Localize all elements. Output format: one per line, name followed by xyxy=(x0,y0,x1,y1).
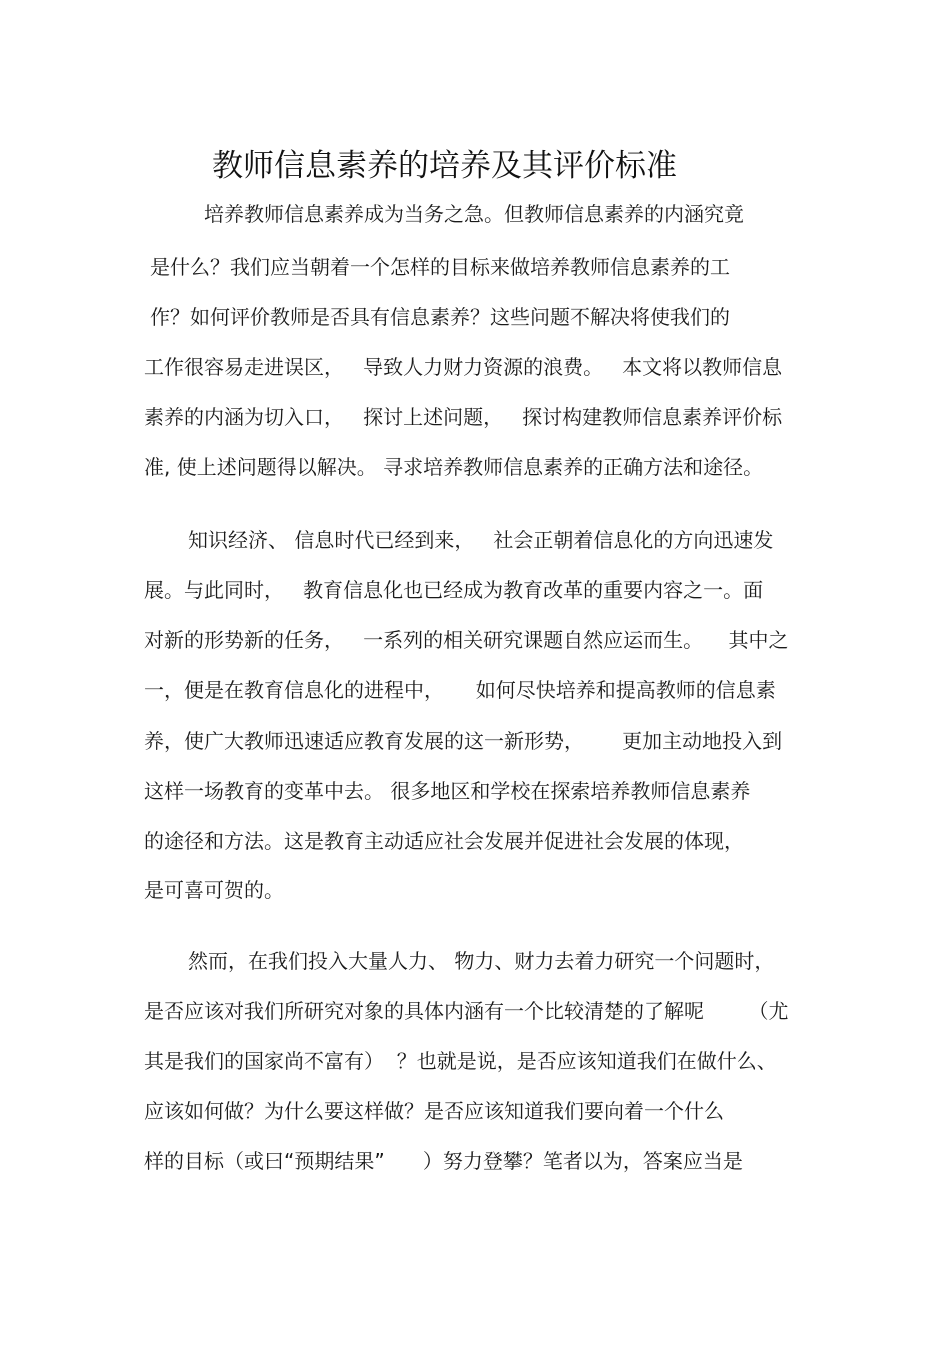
paragraph-1-line-1: 培养教师信息素养成为当务之急。但教师信息素养的内涵究竟 xyxy=(204,202,744,226)
paragraph-1-line-5: 素养的内涵为切入口， 探讨上述问题， 探讨构建教师信息素养评价标 xyxy=(144,405,783,429)
paragraph-2-line-3: 对新的形势新的任务， 一系列的相关研究课题自然应运而生。 其中之 xyxy=(144,628,789,652)
paragraph-2-line-6: 这样一场教育的变革中去。 很多地区和学校在探索培养教师信息素养 xyxy=(144,779,751,803)
document-title: 教师信息素养的培养及其评价标准 xyxy=(212,148,677,184)
paragraph-3-line-3: 其是我们的国家尚不富有） ？也就是说，是否应该知道我们在做什么、 xyxy=(144,1049,777,1073)
paragraph-1-line-3: 作？如何评价教师是否具有信息素养？这些问题不解决将使我们的 xyxy=(150,305,730,329)
paragraph-2-line-8: 是可喜可贺的。 xyxy=(144,878,284,902)
paragraph-3-line-1: 然而，在我们投入大量人力、 物力、财力去着力研究一个问题时， xyxy=(188,949,775,973)
paragraph-2-line-4: 一，便是在教育信息化的进程中， 如何尽快培养和提高教师的信息素 xyxy=(144,678,776,702)
paragraph-2-line-2: 展。与此同时， 教育信息化也已经成为教育改革的重要内容之一。面 xyxy=(144,578,764,602)
paragraph-1-line-2: 是什么？我们应当朝着一个怎样的目标来做培养教师信息素养的工 xyxy=(150,255,730,279)
paragraph-2-line-5: 养，使广大教师迅速适应教育发展的这一新形势， 更加主动地投入到 xyxy=(144,729,783,753)
paragraph-1-line-6: 准, 使上述问题得以解决。 寻求培养教师信息素养的正确方法和途径。 xyxy=(144,455,764,479)
paragraph-3-line-5: 样的目标（或曰“预期结果” ）努力登攀？笔者以为，答案应当是 xyxy=(144,1149,743,1173)
paragraph-2-line-1: 知识经济、 信息时代已经到来， 社会正朝着信息化的方向迅速发 xyxy=(188,528,774,552)
paragraph-3-line-4: 应该如何做？为什么要这样做？是否应该知道我们要向着一个什么 xyxy=(144,1099,724,1123)
paragraph-1-line-4: 工作很容易走进误区， 导致人力财力资源的浪费。 本文将以教师信息 xyxy=(144,355,783,379)
paragraph-2-line-7: 的途径和方法。这是教育主动适应社会发展并促进社会发展的体现， xyxy=(144,829,744,853)
paragraph-3-line-2: 是否应该对我们所研究对象的具体内涵有一个比较清楚的了解呢 （尤 xyxy=(144,999,789,1023)
